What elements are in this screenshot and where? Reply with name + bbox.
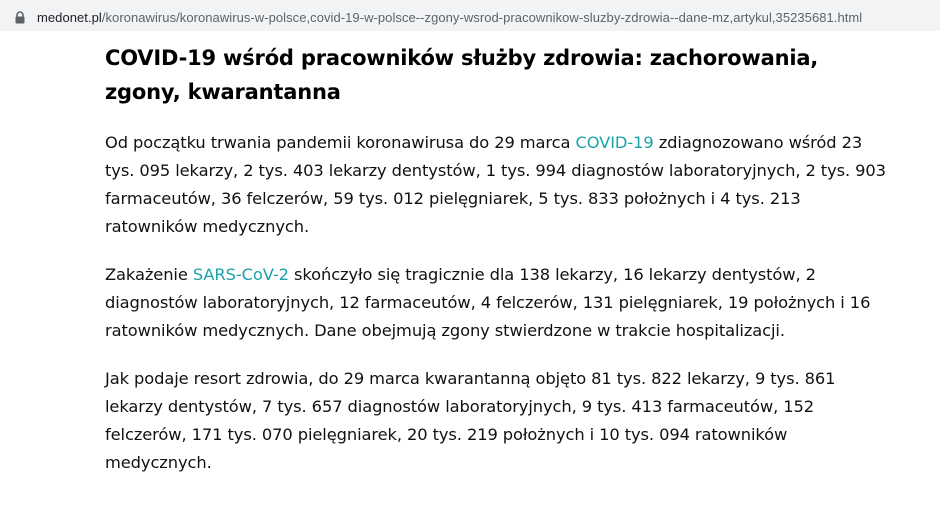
- paragraph-text: skończyło się tragicznie dla 138 lekarzy, 16 lekarzy dentystów, 2 diagnostów laboratoryjnych, 12 farmaceutów, 4 felczerów, 131 pielęgniarek, 19 położnych i 16 ratowników medycznych. Dane obejmują zgony stwierdzone w trakcie hospitalizacji.: [105, 265, 871, 340]
- url-path: /koronawirus/koronawirus-w-polsce,covid-19-w-polsce--zgony-wsrod-pracownikow-sluzby-zdrowia--dane-mz,artykul,35235681.html: [101, 10, 863, 25]
- url-text[interactable]: [37, 10, 862, 26]
- url-field[interactable]: [0, 2, 940, 30]
- covid-19-link[interactable]: COVID-19: [575, 133, 654, 152]
- paragraph-text: Od początku trwania pandemii koronawirusa do 29 marca: [105, 133, 576, 152]
- address-bar: [0, 0, 940, 31]
- article-paragraph-1: [105, 129, 895, 241]
- article-paragraph-2: [105, 261, 895, 345]
- lock-icon[interactable]: [14, 11, 26, 24]
- article: [105, 41, 895, 477]
- sars-cov-2-link[interactable]: SARS-CoV-2: [192, 265, 289, 284]
- paragraph-text: zdiagnozowano wśród 23 tys. 095 lekarzy, 2 tys. 403 lekarzy dentystów, 1 tys. 994 diagnostów laboratoryjnych, 2 tys. 903 farmaceutów, 36 felczerów, 59 tys. 012 pielęgniarek, 5 tys. 833 położnych i 4 tys. 213 ratowników medycznych.: [105, 133, 886, 236]
- paragraph-text: Zakażenie: [105, 265, 193, 284]
- article-title: COVID-19 wśród pracowników służby zdrowia: zachorowania, zgony, kwarantanna: [105, 46, 819, 104]
- url-host: medonet.pl: [37, 10, 102, 25]
- article-paragraph-3: Jak podaje resort zdrowia, do 29 marca kwarantanną objęto 81 tys. 822 lekarzy, 9 tys. 861 lekarzy dentystów, 7 tys. 657 diagnostów laboratoryjnych, 9 tys. 413 farmaceutów, 152 felczerów, 171 tys. 070 pielęgniarek, 20 tys. 219 położnych i 10 tys. 094 ratowników medycznych.: [105, 369, 836, 472]
